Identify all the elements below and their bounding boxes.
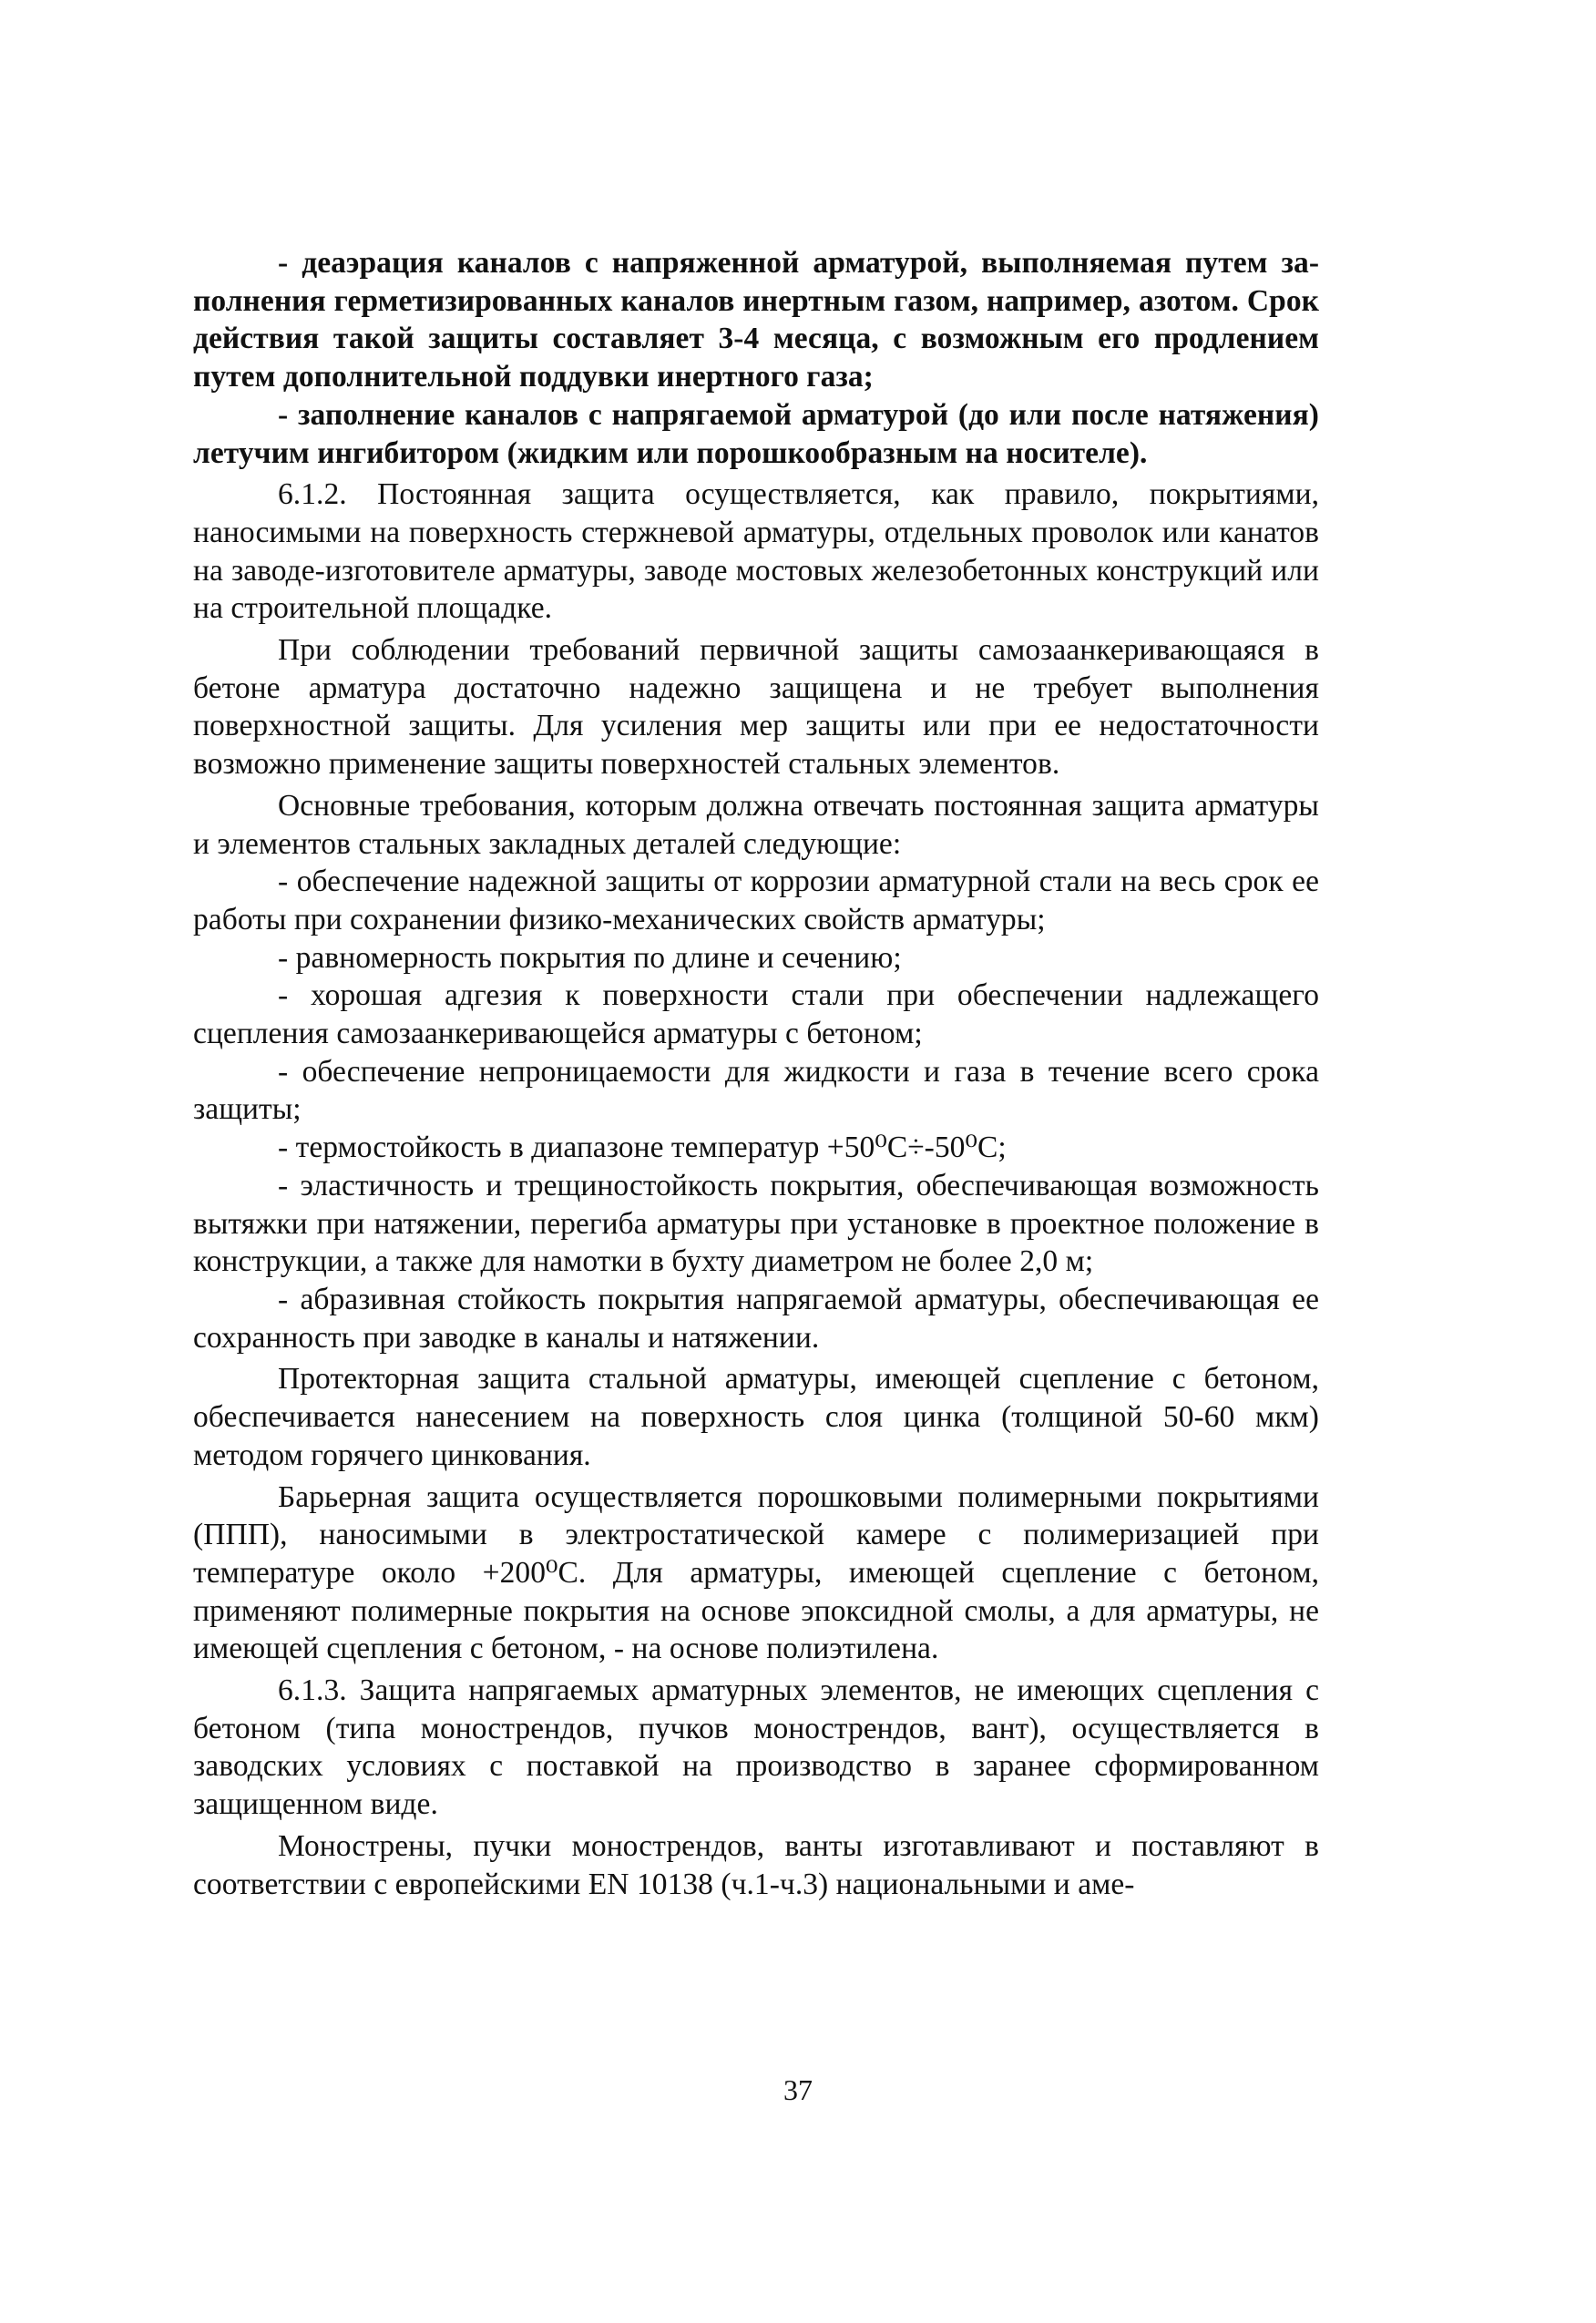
list-item-corrosion-protection: - обеспечение надежной защиты от коррозии арматурной стали на весь срок ее работы при сохранении физико-механических свойств арматуры; (193, 865, 1319, 936)
list-item-heat-resistance: - термостойкость в диапазоне температур +50⁰С÷-50⁰С; (278, 1131, 1007, 1165)
list-item-adhesion: - хорошая адгезия к поверхности стали при обеспечении надлежащего сцепления самозаанкеривающейся арматуры с бетоном; (193, 978, 1319, 1051)
paragraph-inhibitor-fill: - заполнение каналов с напрягаемой арматурой (до или после натяжения) летучим ингибитором (жидким или порошкообразным на носителе). (193, 397, 1319, 470)
list-item-elasticity: - эластичность и трещиностойкость покрытия, обеспечивающая возможность вытяжки при натяжении, перегиба арматуры при установке в проектное положение в конструкции, а также для намотки в бухту диаметром не более 2,0 м; (193, 1168, 1319, 1279)
paragraph-primary-protection: При соблюдении требований первичной защиты самозаанкеривающаяся в бетоне арматура достаточно надежно защищена и не требует выполнения поверхностной защиты. Для усиления мер защиты или при ее недостаточности возможно применение защиты поверхностей стальных элементов. (193, 633, 1319, 782)
list-item-uniformity: - равномерность покрытия по длине и сечению; (278, 940, 902, 975)
paragraph-6-1-2: 6.1.2. Постоянная защита осуществляется, как правило, покрытиями, наносимыми на поверхность стержневой арматуры, отдельных проволок или канатов на заводе-изготовителе арматуры, заводе мостовых железобетонных конструкций или на строительной площадке. (193, 477, 1319, 626)
paragraph-requirements-intro: Основные требования, которым должна отвечать постоянная защита арматуры и элементов стальных закладных деталей следующие: (193, 788, 1319, 861)
paragraph-barrier-protection: Барьерная защита осуществляется порошковыми полимерными покрытиями (ППП), наносимыми в электростатической камере с полимеризацией при температуре около +200⁰С. Для арматуры, имеющей сцепление с бетоном, применяют полимерные покрытия на основе эпоксидной смолы, а для арматуры, не имеющей сцепления с бетоном, - на основе полиэтилена. (193, 1479, 1319, 1666)
page-number: 37 (783, 2073, 813, 2106)
document-body (193, 244, 1319, 1903)
paragraph-protector-protection: Протекторная защита стальной арматуры, имеющей сцепление с бетоном, обеспечивается нанесением на поверхность слоя цинка (толщиной 50-60 мкм) методом горячего цинкования. (193, 1362, 1319, 1472)
paragraph-monostrands: Монострены, пучки монострендов, ванты изготавливают и поставляют в соответствии с европейскими EN 10138 (ч.1-ч.3) национальными и аме- (193, 1828, 1319, 1901)
list-item-abrasion-resistance: - абразивная стойкость покрытия напрягаемой арматуры, обеспечивающая ее сохранность при заводке в каналы и натяжении. (193, 1282, 1319, 1355)
list-item-impermeability: - обеспечение непроницаемости для жидкости и газа в течение всего срока защиты; (193, 1054, 1319, 1127)
paragraph-deaeration: - деаэрация каналов с напряженной арматурой, выполняемая путем заполнения герметизированных каналов инертным газом, например, азотом. Срок действия такой защиты составляет 3-4 месяца, с возможным его продлением путем дополнительной поддувки инертного газа; (193, 246, 1319, 394)
paragraph-6-1-3: 6.1.3. Защита напрягаемых арматурных элементов, не имеющих сцепления с бетоном (типа монострендов, пучков монострендов, вант), осуществляется в заводских условиях с поставкой на производство в заранее сформированном защищенном виде. (193, 1673, 1319, 1822)
